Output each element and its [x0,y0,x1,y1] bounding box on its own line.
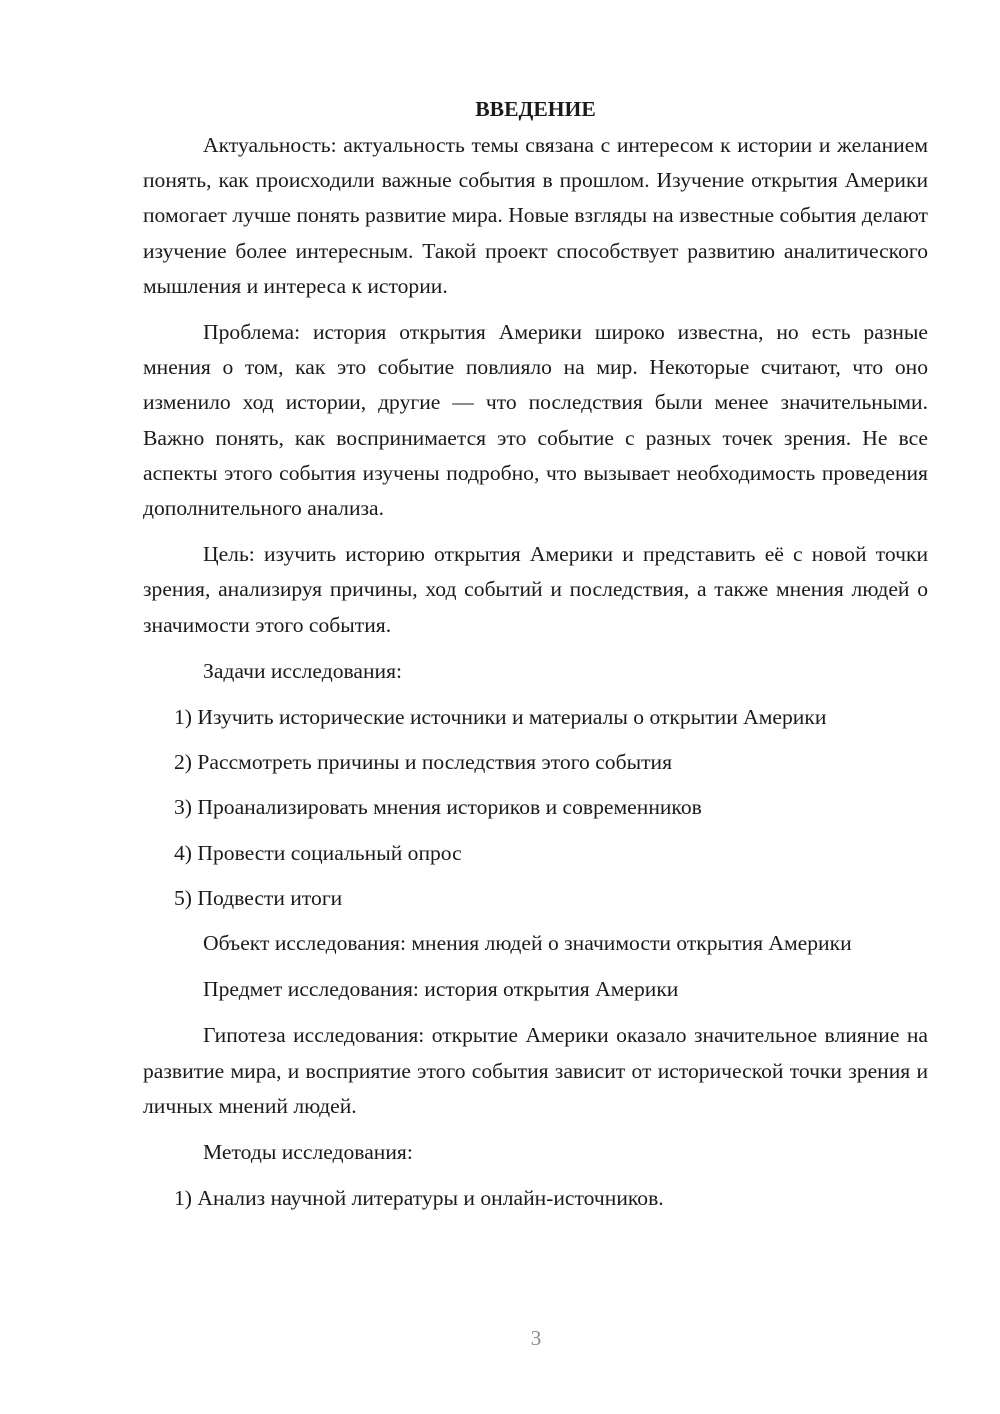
object-paragraph: Объект исследования: мнения людей о значимости открытия Америки [203,931,852,956]
task-item: 4) Провести социальный опрос [174,840,462,865]
method-item: 1) Анализ научной литературы и онлайн-источников. [174,1186,664,1211]
page-content [143,92,928,1226]
problem-paragraph: Проблема: история открытия Америки широко известна, но есть разные мнения о том, как это событие повлияло на мир. Некоторые считают, что оно изменило ход истории, другие — что последствия были менее значительными. Важно понять, как воспринимается это событие с разных точек зрения. Не все аспекты этого события изучены подробно, что вызывает необходимость проведения дополнительного анализа. [143,320,928,521]
tasks-heading: Задачи исследования: [203,658,403,683]
task-item: 1) Изучить исторические источники и материалы о открытии Америки [174,705,827,730]
task-item: 2) Рассмотреть причины и последствия этого события [174,750,673,775]
task-item: 5) Подвести итоги [174,885,343,910]
relevance-paragraph: Актуальность: актуальность темы связана с интересом к истории и желанием понять, как происходили важные события в прошлом. Изучение открытия Америки помогает лучше понять развитие мира. Новые взгляды на известные события делают изучение более интересным. Такой проект способствует развитию аналитического мышления и интереса к истории. [143,133,928,298]
methods-heading: Методы исследования: [203,1140,413,1165]
subject-paragraph: Предмет исследования: история открытия Америки [203,977,679,1002]
section-title: ВВЕДЕНИЕ [475,97,596,121]
goal-paragraph: Цель: изучить историю открытия Америки и представить её с новой точки зрения, анализируя причины, ход событий и последствия, а также мнения людей о значимости этого события. [143,542,928,637]
hypothesis-paragraph: Гипотеза исследования: открытие Америки оказало значительное влияние на развитие мира, и восприятие этого события зависит от исторической точки зрения и личных мнений людей. [143,1023,928,1118]
page-number: 3 [530,1326,542,1350]
task-item: 3) Проанализировать мнения историков и современников [174,795,702,820]
